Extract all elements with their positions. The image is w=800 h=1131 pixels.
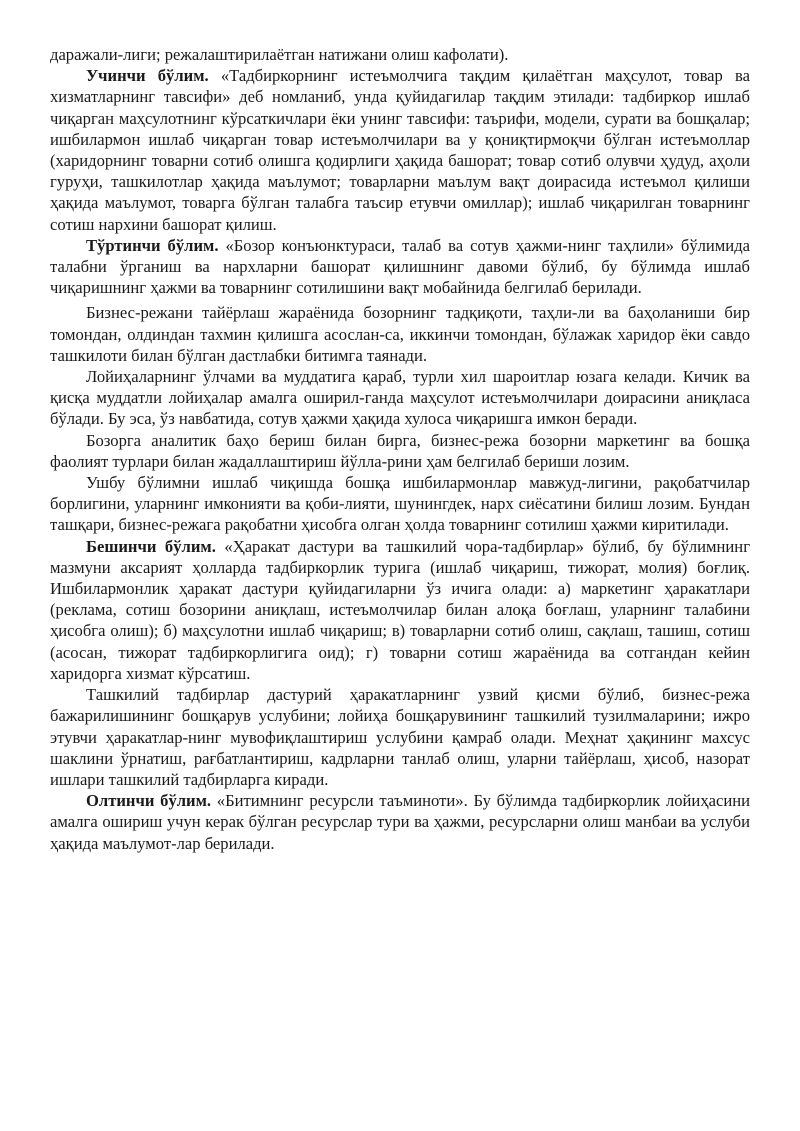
- paragraph-market-research: [50, 302, 750, 366]
- paragraph-text: «Тадбиркорнинг истеъмолчига тақдим қилаётган маҳсулот, товар ва хизматларнинг тавсифи» деб номланиб, унда қуйидагилар тақдим этилади: тадбиркор ишлаб чиқарган маҳсулотнинг кўрсаткичлари ёки унинг тавсифи: таърифи, модели, сурати ва бошқалар; ишбилармон ишлаб чиқарган товар истеъмолчилари ва у қониқтирмоқчи бўлган истеъмоллар (харидорнинг товарни сотиб олишга қодирлиги ҳақида башорат; товар сотиб олувчи ҳудуд, аҳоли гуруҳи, ташкилотлар ҳақида маълумот; товарларни маълум вақт доирасида истеъмол қилиши ҳақида маълумот, товарга бўлган талабга таъсир етувчи омиллар); ишлаб чиқарилган товарнинг сотиш нархини башорат қилиш.: [50, 66, 750, 234]
- paragraph-text: Бозорга аналитик баҳо бериш билан бирга, бизнес-режа бозорни маркетинг ва бошқа фаолият турлари билан жадаллаштириш йўлла-рини ҳам белгилаб бериши лозим.: [50, 430, 750, 471]
- section-heading: Тўртинчи бўлим.: [86, 235, 219, 255]
- paragraph-organizational-measures: [50, 684, 750, 790]
- paragraph-text: «Бозор конъюнктураси, талаб ва сотув ҳажми-нинг таҳлили» бўлимида талабни ўрганиш ва нархларни башорат қилишнинг давоми бўлиб, бу бўлимда ишлаб чиқаришнинг ҳажми ва товарнинг сотилишини вақт мобайнида белгилаб берилади.: [50, 235, 750, 298]
- paragraph-section-six: [50, 790, 750, 854]
- paragraph-analytic-assessment: [50, 430, 750, 472]
- paragraph-continuation: [50, 44, 750, 65]
- paragraph-section-five: [50, 536, 750, 684]
- paragraph-text: Лойиҳаларнинг ўлчами ва муддатига қараб, турли хил шароитлар юзага келади. Кичик ва қисқа муддатли лойиҳалар амалга оширил-ганда маҳсулот истеъмолчилари доирасини аниқласа бўлади. Бу эса, ўз навбатида, сотув ҳажми ҳақида хулоса чиқаришга имкон беради.: [50, 367, 750, 429]
- section-heading: Олтинчи бўлим.: [86, 791, 212, 811]
- paragraph-section-four: [50, 235, 750, 299]
- paragraph-project-size: [50, 366, 750, 430]
- paragraph-text: «Ҳаракат дастури ва ташкилий чора-тадбирлар» бўлиб, бу бўлимнинг мазмуни аксарият ҳолларда тадбиркорлик турига (ишлаб чиқариш, тижорат, молия) боғлиқ. Ишбилармонлик ҳаракат дастури қуйидагиларни ўз ичига олади: а) маркетинг ҳаракатлари (реклама, сотиш бозорини аниқлаш, истеъмолчилар билан алоқа боғлаш, уларнинг талабини ҳисобга олиш); б) маҳсулотни ишлаб чиқариш; в) товарларни сотиб олиш, сақлаш, ташиш, сотиш (асосан, тижорат тадбиркорлигига оид); г) товарни сотиш жараёнида ва сотгандан кейин харидорга хизмат кўрсатиш.: [50, 536, 750, 683]
- paragraph-section-three: [50, 65, 750, 235]
- paragraph-text: Ушбу бўлимни ишлаб чиқишда бошқа ишбилармонлар мавжуд-лигини, рақобатчилар борлигини, уларнинг имконияти ва қоби-лияти, шунингдек, нарх сиёсатини билиш лозим. Бундан ташқари, бизнес-режага рақобатни ҳисобга олган ҳолда товарнинг сотилиш ҳажми киритилади.: [50, 473, 750, 535]
- section-heading: Бешинчи бўлим.: [86, 536, 216, 556]
- section-heading: Учинчи бўлим.: [86, 66, 209, 86]
- paragraph-text: Ташкилий тадбирлар дастурий ҳаракатларнинг узвий қисми бўлиб, бизнес-режа бажарилишининг бошқарув услубини; лойиҳа бошқарувининг ташкилий тузилмаларини; ижро этувчи ҳаракатлар-нинг мувофиқлаштириш услубини қамраб олади. Меҳнат ҳақининг махсус шаклини ўрнатиш, рағбатлантириш, кадрларни танлаб олиш, уларни тайёрлаш, ҳисоб, назорат ишлари ташкилий тадбирларга киради.: [50, 685, 750, 789]
- paragraph-text: даражали-лиги; режалаштирилаётган натижани олиш кафолати).: [50, 45, 509, 64]
- paragraph-text: Бизнес-режани тайёрлаш жараёнида бозорнинг тадқиқоти, таҳли-ли ва баҳоланиши бир томондан, олдиндан тахмин қилишга асослан-са, иккинчи томондан, бўлажак харидор ёки савдо ташкилоти билан бўлган дастлабки битимга таянади.: [50, 303, 750, 365]
- paragraph-text: «Битимнинг ресурсли таъминоти». Бу бўлимда тадбиркорлик лойиҳасини амалга ошириш учун керак бўлган ресурслар тури ва ҳажми, ресурсларни олиш манбаи ва услуби ҳақида маълумот-лар берилади.: [50, 791, 750, 853]
- paragraph-competitors: [50, 472, 750, 536]
